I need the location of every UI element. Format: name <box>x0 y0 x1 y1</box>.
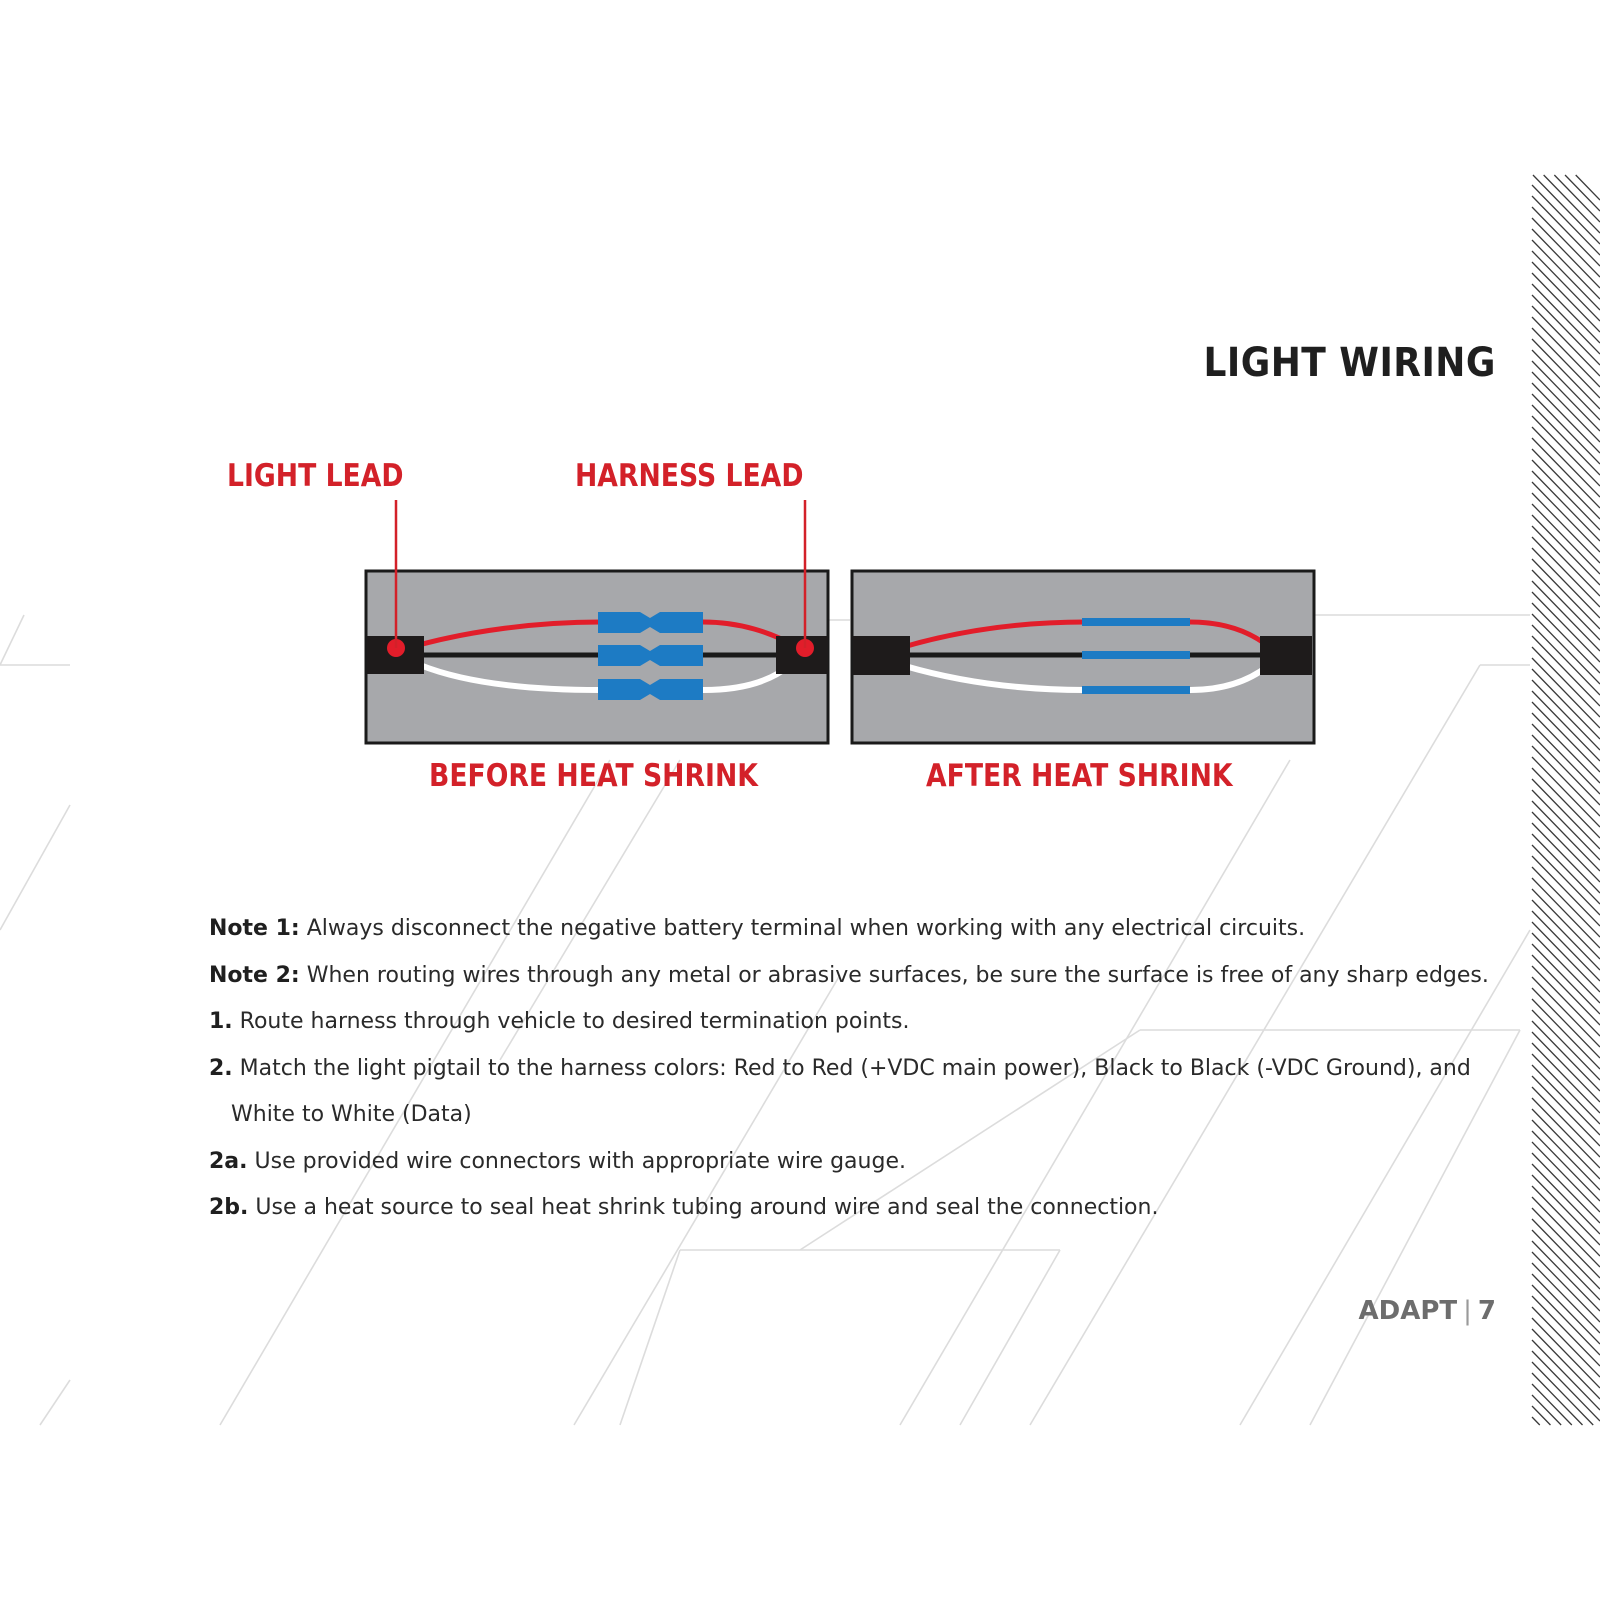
harness-lead-plug-after <box>1260 636 1312 675</box>
step-2b: 2b. Use a heat source to seal heat shrink tubing around wire and seal the connection. <box>209 1195 1159 1220</box>
light-lead-plug-after <box>853 636 910 675</box>
step-1: 1. Route harness through vehicle to desired termination points. <box>209 1009 910 1034</box>
butt-connectors <box>598 612 703 700</box>
shrunk-connector-white <box>1082 686 1190 694</box>
harness-lead-label: HARNESS LEAD <box>575 458 804 494</box>
step-2: 2. Match the light pigtail to the harness colors: Red to Red (+VDC main power), Black to Black (-VDC Ground), and <box>209 1055 1471 1081</box>
footer-separator: | <box>1463 1296 1472 1326</box>
step-2a: 2a. Use provided wire connectors with appropriate wire gauge. <box>209 1148 906 1174</box>
after-heat-shrink-caption: AFTER HEAT SHRINK <box>926 758 1233 794</box>
page-footer <box>1359 1296 1496 1326</box>
before-heat-shrink-caption: BEFORE HEAT SHRINK <box>429 758 758 794</box>
before-heat-shrink-panel <box>366 500 828 743</box>
shrunk-connector-black <box>1082 651 1190 659</box>
brand-name: ADAPT <box>1358 1296 1458 1326</box>
light-lead-label: LIGHT LEAD <box>227 458 404 494</box>
page-number: 7 <box>1477 1296 1496 1326</box>
instructions-list <box>209 906 1509 1232</box>
after-heat-shrink-panel <box>852 571 1314 743</box>
note-1: Note 1: Always disconnect the negative battery terminal when working with any electrical circuits. <box>209 916 1306 941</box>
note-2: Note 2: When routing wires through any metal or abrasive surfaces, be sure the surface is free of any sharp edges. <box>209 962 1489 988</box>
step-2-continued: White to White (Data) <box>231 1102 472 1127</box>
page-title: LIGHT WIRING <box>1203 340 1496 386</box>
shrunk-connector-red <box>1082 618 1190 626</box>
